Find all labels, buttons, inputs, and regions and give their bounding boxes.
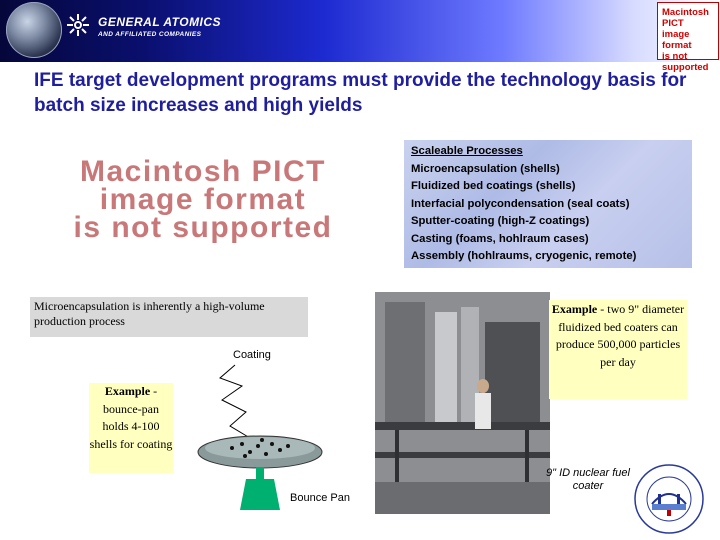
pict-notice-line: Macintosh PICT	[662, 7, 709, 29]
process-item: Fluidized bed coatings (shells)	[411, 180, 576, 192]
pict-notice-line: is not supported	[662, 51, 709, 73]
example-label: Example	[104, 384, 151, 398]
process-item: Sputter-coating (high-Z coatings)	[411, 215, 590, 227]
bounce-pan-inner	[205, 437, 315, 459]
pan-stem	[256, 467, 264, 479]
pict-notice-line: image format	[99, 183, 307, 216]
process-item: Interfacial polycondensation (seal coats)	[411, 197, 630, 210]
coating-flow-line	[220, 365, 250, 438]
bounce-pan-label: Bounce Pan	[290, 492, 350, 504]
microencapsulation-note: Microencapsulation is inherently a high-volume production process	[30, 297, 308, 337]
coating-label: Coating	[233, 349, 271, 361]
example-label: Example	[551, 302, 598, 316]
slide-title: IFE target development programs must provide the technology basis for batch size increases and high yields	[34, 70, 687, 116]
general-atomics-logo-icon	[66, 13, 90, 37]
pan-base	[240, 479, 280, 510]
pict-notice-line: Macintosh PICT	[79, 155, 326, 188]
example-bounce-pan-note: Example - bounce-pan holds 4-100 shells for coating	[89, 383, 173, 473]
process-item: Casting (foams, hohlraum cases)	[411, 232, 589, 245]
company-subtitle: AND AFFILIATED COMPANIES	[98, 31, 202, 38]
fuel-coater-photo	[375, 292, 550, 514]
example-text: bounce-pan holds 4-100 shells for coating	[89, 401, 173, 451]
photo-caption: 9" ID nuclear fuel coater	[545, 467, 630, 492]
pict-notice-small	[657, 2, 719, 73]
example-fluidized-bed-note	[549, 300, 687, 399]
example-text: - two 9" diameter fluidized bed coaters can produce 500,000 particles per day	[555, 302, 685, 369]
company-name: GENERAL ATOMICS	[98, 15, 222, 29]
laboratory-seal-icon	[628, 462, 710, 536]
process-item: Assembly (hohlraums, cryogenic, remote)	[411, 250, 637, 262]
pict-notice-line: image format	[662, 29, 692, 51]
processes-heading: Scaleable Processes	[411, 145, 523, 157]
scaleable-processes-box	[404, 140, 692, 268]
globe-logo	[6, 2, 62, 58]
process-item: Microencapsulation (shells)	[411, 162, 560, 175]
pict-notice-line: is not supported	[73, 211, 333, 244]
fuel-coater-photo-drawing	[375, 292, 550, 514]
pict-notice-large	[18, 155, 388, 244]
